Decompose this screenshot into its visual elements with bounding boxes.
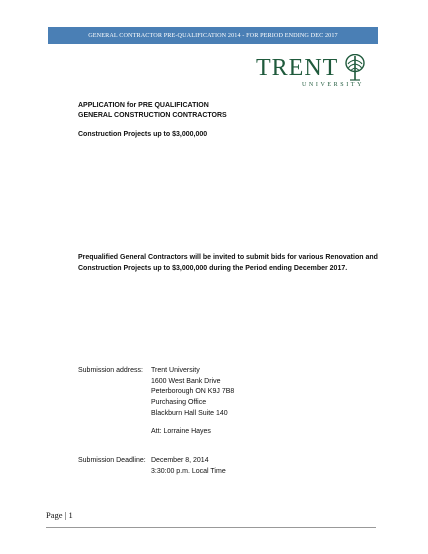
submission-address-label: Submission address: xyxy=(78,367,143,374)
address-line: 1600 West Bank Drive xyxy=(151,377,221,385)
deadline-date: December 8, 2014 xyxy=(151,457,209,464)
address-line: Purchasing Office xyxy=(151,399,207,407)
address-line: Trent University xyxy=(151,367,200,374)
header-banner-text: GENERAL CONTRACTOR PRE-QUALIFICATION 2014 - FOR PERIOD ENDING DEC 2017 xyxy=(88,32,338,39)
page-number: Page | 1 xyxy=(46,510,73,520)
submission-address-block xyxy=(151,366,234,420)
invitation-line2: Construction Projects up to $3,000,000 during the Period ending December 2017. xyxy=(78,264,348,272)
attention-line: Att: Lorraine Hayes xyxy=(151,428,211,435)
logo-wordmark: TRENT xyxy=(256,55,339,81)
deadline-time: 3:30:00 p.m. Local Time xyxy=(151,467,226,475)
address-line: Blackburn Hall Suite 140 xyxy=(151,409,228,417)
trent-university-logo xyxy=(256,54,376,94)
page-header-banner xyxy=(48,27,378,44)
submission-deadline-label: Submission Deadline: xyxy=(78,457,146,464)
document-title-line1: APPLICATION for PRE QUALIFICATION xyxy=(78,102,209,109)
project-scope: Construction Projects up to $3,000,000 xyxy=(78,131,208,138)
submission-deadline-block xyxy=(151,456,226,477)
footer-divider xyxy=(46,527,376,528)
logo-subtitle: UNIVERSITY xyxy=(302,82,364,88)
invitation-line1: Prequalified General Contractors will be invited to submit bids for various Renovation and xyxy=(78,254,378,261)
address-line: Peterborough ON K9J 7B8 xyxy=(151,388,235,396)
tree-icon xyxy=(344,54,366,82)
invitation-paragraph xyxy=(78,253,388,274)
document-title-line2: GENERAL CONSTRUCTION CONTRACTORS xyxy=(78,112,227,119)
